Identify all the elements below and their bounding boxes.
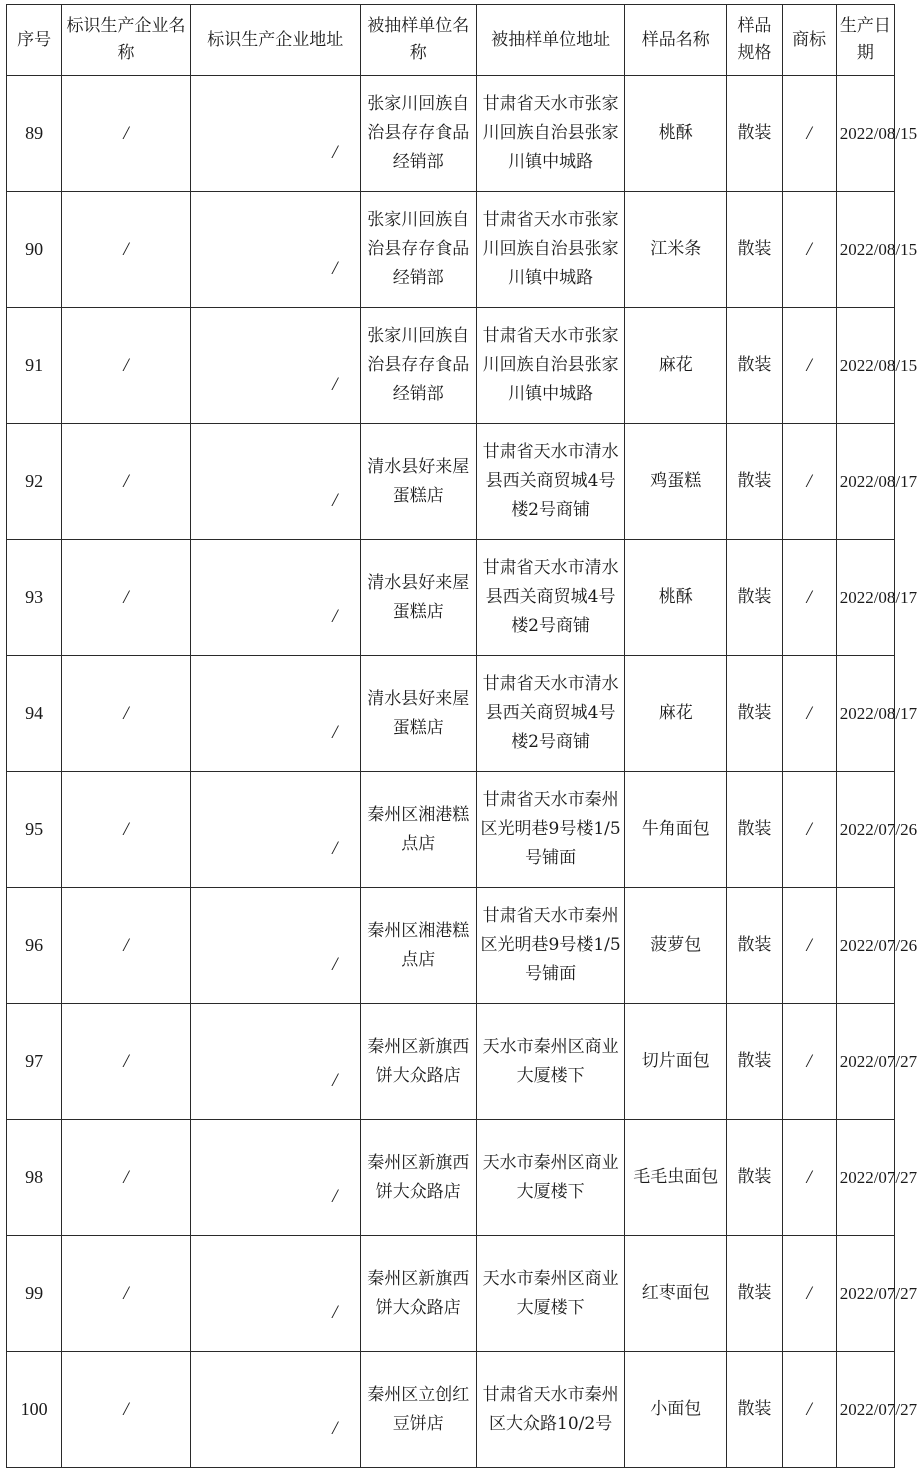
cell-trademark: / <box>782 192 836 308</box>
cell-sample-name: 红枣面包 <box>625 1236 727 1352</box>
cell-mfr-address: / <box>190 540 360 656</box>
cell-prod-date: 2022/08/17 <box>836 540 894 656</box>
header-spec: 样品规格 <box>727 5 782 76</box>
cell-sample-name: 小面包 <box>625 1352 727 1468</box>
cell-mfr-name: / <box>62 888 191 1004</box>
cell-trademark: / <box>782 888 836 1004</box>
cell-mfr-address: / <box>190 888 360 1004</box>
cell-mfr-name: / <box>62 772 191 888</box>
table-body <box>7 76 917 1468</box>
cell-trademark: / <box>782 1004 836 1120</box>
cell-trademark: / <box>782 424 836 540</box>
cell-sampled-unit: 张家川回族自治县存存食品经销部 <box>360 76 476 192</box>
cell-sampled-address: 甘肃省天水市秦州区光明巷9号楼1/5号铺面 <box>477 888 625 1004</box>
cell-sampled-address: 甘肃省天水市张家川回族自治县张家川镇中城路 <box>477 308 625 424</box>
cell-prod-date: 2022/08/15 <box>836 192 894 308</box>
cell-spec: 散装 <box>727 424 782 540</box>
cell-mfr-name: / <box>62 1004 191 1120</box>
cell-sample-name: 桃酥 <box>625 76 727 192</box>
cell-trademark: / <box>782 1120 836 1236</box>
cell-mfr-address: / <box>190 772 360 888</box>
cell-sampled-unit: 清水县好来屋蛋糕店 <box>360 424 476 540</box>
cell-sample-name: 毛毛虫面包 <box>625 1120 727 1236</box>
cell-trademark: / <box>782 772 836 888</box>
cell-trademark: / <box>782 1236 836 1352</box>
cell-trademark: / <box>782 308 836 424</box>
cell-seq: 94 <box>7 656 62 772</box>
cell-prod-date: 2022/07/27 <box>836 1236 894 1352</box>
header-mfr-address: 标识生产企业地址 <box>190 5 360 76</box>
cell-sampled-unit: 秦州区湘港糕点店 <box>360 772 476 888</box>
cell-mfr-name: / <box>62 308 191 424</box>
cell-spec: 散装 <box>727 888 782 1004</box>
cell-sampled-unit: 秦州区湘港糕点店 <box>360 888 476 1004</box>
cell-mfr-address: / <box>190 1004 360 1120</box>
cell-spec: 散装 <box>727 76 782 192</box>
header-sampled-unit: 被抽样单位名称 <box>360 5 476 76</box>
document-page <box>6 4 917 1439</box>
cell-spec: 散装 <box>727 1004 782 1120</box>
table-row <box>7 76 895 192</box>
cell-mfr-address: / <box>190 1236 360 1352</box>
cell-spec: 散装 <box>727 656 782 772</box>
cell-prod-date: 2022/07/26 <box>836 888 894 1004</box>
cell-prod-date: 2022/07/26 <box>836 772 894 888</box>
cell-seq: 96 <box>7 888 62 1004</box>
cell-spec: 散装 <box>727 772 782 888</box>
cell-sample-name: 菠萝包 <box>625 888 727 1004</box>
table-row <box>7 192 895 308</box>
cell-spec: 散装 <box>727 1352 782 1468</box>
cell-mfr-name: / <box>62 76 191 192</box>
cell-sample-name: 牛角面包 <box>625 772 727 888</box>
header-prod-date: 生产日期 <box>836 5 894 76</box>
cell-seq: 95 <box>7 772 62 888</box>
cell-mfr-address: / <box>190 1120 360 1236</box>
table-row <box>7 308 895 424</box>
cell-spec: 散装 <box>727 1120 782 1236</box>
cell-mfr-name: / <box>62 1236 191 1352</box>
cell-trademark: / <box>782 656 836 772</box>
cell-mfr-address: / <box>190 656 360 772</box>
cell-sampled-address: 天水市秦州区商业大厦楼下 <box>477 1236 625 1352</box>
cell-mfr-name: / <box>62 192 191 308</box>
cell-seq: 91 <box>7 308 62 424</box>
cell-mfr-name: / <box>62 1352 191 1468</box>
cell-seq: 98 <box>7 1120 62 1236</box>
cell-mfr-name: / <box>62 424 191 540</box>
cell-prod-date: 2022/07/27 <box>836 1120 894 1236</box>
header-trademark: 商标 <box>782 5 836 76</box>
cell-sampled-address: 甘肃省天水市张家川回族自治县张家川镇中城路 <box>477 76 625 192</box>
table-row <box>7 540 895 656</box>
cell-sampled-address: 甘肃省天水市秦州区大众路10/2号 <box>477 1352 625 1468</box>
cell-seq: 90 <box>7 192 62 308</box>
cell-seq: 89 <box>7 76 62 192</box>
cell-prod-date: 2022/07/27 <box>836 1352 894 1468</box>
table-row <box>7 1352 895 1468</box>
cell-mfr-address: / <box>190 424 360 540</box>
table-row <box>7 424 895 540</box>
cell-sampled-address: 甘肃省天水市清水县西关商贸城4号楼2号商铺 <box>477 540 625 656</box>
table-header-row <box>7 5 895 76</box>
cell-sampled-address: 甘肃省天水市张家川回族自治县张家川镇中城路 <box>477 192 625 308</box>
cell-sampled-unit: 张家川回族自治县存存食品经销部 <box>360 308 476 424</box>
cell-sample-name: 桃酥 <box>625 540 727 656</box>
cell-sampled-address: 甘肃省天水市清水县西关商贸城4号楼2号商铺 <box>477 424 625 540</box>
cell-sampled-unit: 张家川回族自治县存存食品经销部 <box>360 192 476 308</box>
cell-sampled-unit: 清水县好来屋蛋糕店 <box>360 656 476 772</box>
cell-spec: 散装 <box>727 192 782 308</box>
header-sampled-address: 被抽样单位地址 <box>477 5 625 76</box>
cell-seq: 93 <box>7 540 62 656</box>
cell-prod-date: 2022/07/27 <box>836 1004 894 1120</box>
cell-seq: 92 <box>7 424 62 540</box>
cell-spec: 散装 <box>727 308 782 424</box>
cell-mfr-address: / <box>190 308 360 424</box>
table-row <box>7 888 895 1004</box>
header-seq: 序号 <box>7 5 62 76</box>
cell-mfr-name: / <box>62 656 191 772</box>
cell-trademark: / <box>782 540 836 656</box>
cell-sampled-address: 天水市秦州区商业大厦楼下 <box>477 1004 625 1120</box>
cell-sample-name: 江米条 <box>625 192 727 308</box>
cell-prod-date: 2022/08/15 <box>836 308 894 424</box>
cell-prod-date: 2022/08/17 <box>836 656 894 772</box>
cell-seq: 99 <box>7 1236 62 1352</box>
cell-sample-name: 麻花 <box>625 308 727 424</box>
table-row <box>7 1236 895 1352</box>
cell-sampled-unit: 秦州区新旗西饼大众路店 <box>360 1236 476 1352</box>
cell-mfr-name: / <box>62 1120 191 1236</box>
header-mfr-name: 标识生产企业名称 <box>62 5 191 76</box>
sampling-table <box>6 4 917 1468</box>
cell-prod-date: 2022/08/15 <box>836 76 894 192</box>
header-sample-name: 样品名称 <box>625 5 727 76</box>
cell-sample-name: 鸡蛋糕 <box>625 424 727 540</box>
cell-mfr-address: / <box>190 192 360 308</box>
table-row <box>7 1004 895 1120</box>
cell-prod-date: 2022/08/17 <box>836 424 894 540</box>
cell-sampled-unit: 秦州区新旗西饼大众路店 <box>360 1004 476 1120</box>
cell-spec: 散装 <box>727 1236 782 1352</box>
cell-sampled-unit: 清水县好来屋蛋糕店 <box>360 540 476 656</box>
cell-spec: 散装 <box>727 540 782 656</box>
cell-mfr-address: / <box>190 1352 360 1468</box>
cell-trademark: / <box>782 76 836 192</box>
table-row <box>7 772 895 888</box>
cell-sampled-address: 甘肃省天水市秦州区光明巷9号楼1/5号铺面 <box>477 772 625 888</box>
cell-sample-name: 切片面包 <box>625 1004 727 1120</box>
cell-sampled-unit: 秦州区新旗西饼大众路店 <box>360 1120 476 1236</box>
cell-mfr-name: / <box>62 540 191 656</box>
table-row <box>7 1120 895 1236</box>
cell-seq: 100 <box>7 1352 62 1468</box>
cell-sample-name: 麻花 <box>625 656 727 772</box>
cell-seq: 97 <box>7 1004 62 1120</box>
cell-sampled-address: 天水市秦州区商业大厦楼下 <box>477 1120 625 1236</box>
cell-mfr-address: / <box>190 76 360 192</box>
cell-trademark: / <box>782 1352 836 1468</box>
cell-sampled-address: 甘肃省天水市清水县西关商贸城4号楼2号商铺 <box>477 656 625 772</box>
cell-sampled-unit: 秦州区立创红豆饼店 <box>360 1352 476 1468</box>
table-row <box>7 656 895 772</box>
